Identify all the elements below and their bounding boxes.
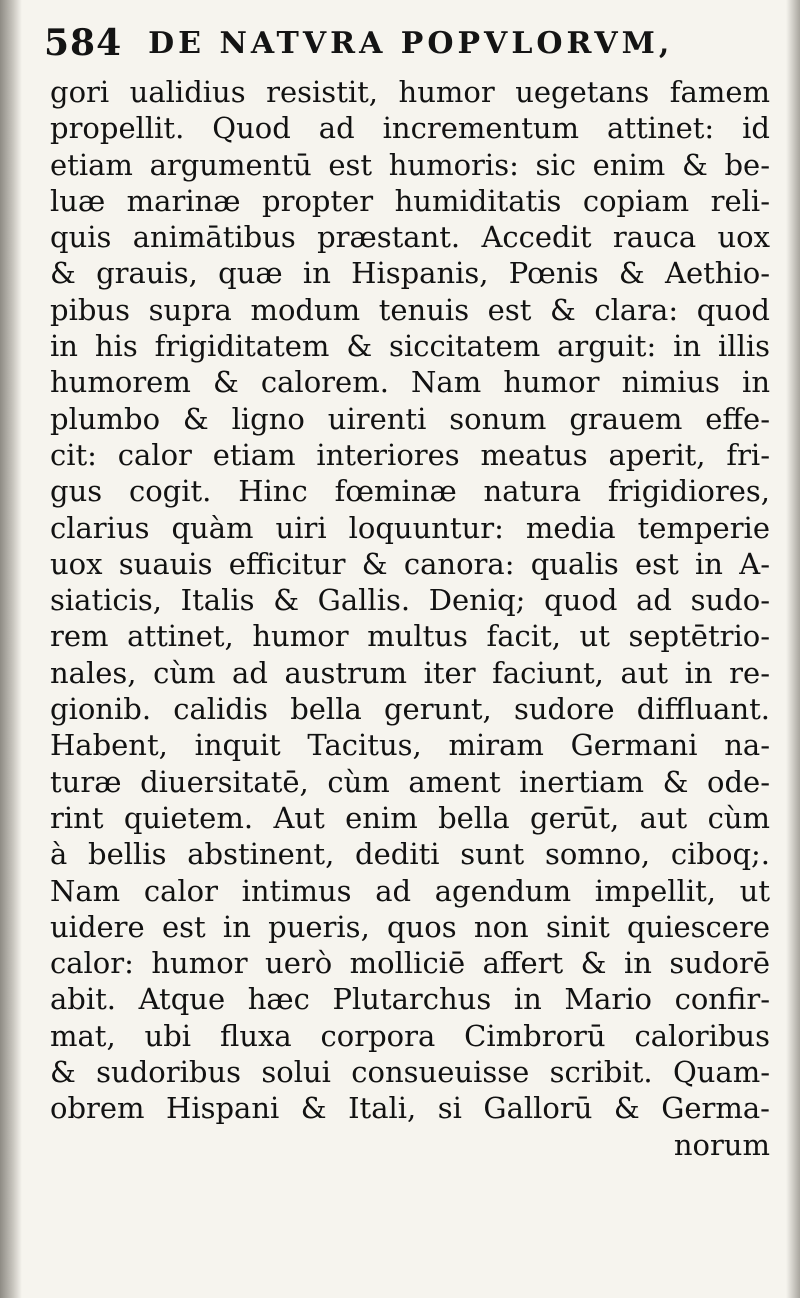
text-line: gus cogit. Hinc fœminæ natura frigidiores, <box>50 474 770 509</box>
body-text <box>50 74 770 1163</box>
text-line: cit: calor etiam interiores meatus aperit, fri- <box>50 437 770 472</box>
text-line: humorem & calorem. Nam humor nimius in <box>50 365 770 400</box>
text-line: Nam calor intimus ad agendum impellit, ut <box>50 873 770 908</box>
text-line: quis animātibus præstant. Accedit rauca uox <box>50 220 770 255</box>
text-line: & grauis, quæ in Hispanis, Pœnis & Aethio- <box>50 256 770 291</box>
text-line: abit. Atque hæc Plutarchus in Mario confir- <box>50 982 770 1017</box>
text-line: uidere est in pueris, quos non sinit quiescere <box>50 909 770 944</box>
text-line: propellit. Quod ad incrementum attinet: id <box>50 111 770 146</box>
text-line: mat, ubi fluxa corpora Cimbrorū caloribus <box>50 1018 770 1053</box>
text-line: à bellis abstinent, dediti sunt somno, ciboq;. <box>50 837 770 872</box>
text-line: plumbo & ligno uirenti sonum grauem effe- <box>50 401 770 436</box>
text-line: etiam argumentū est humoris: sic enim & be- <box>50 147 770 182</box>
text-line: & sudoribus solui consueuisse scribit. Quam- <box>50 1055 770 1090</box>
running-head: DE NATVRA POPVLORVM, <box>148 25 674 61</box>
page-number: 584 <box>44 22 123 64</box>
text-line: Habent, inquit Tacitus, miram Germani na- <box>50 728 770 763</box>
text-line: pibus supra modum tenuis est & clara: quod <box>50 292 770 327</box>
text-line: obrem Hispani & Itali, si Gallorū & Germa- <box>50 1091 770 1126</box>
text-line: nales, cùm ad austrum iter faciunt, aut in re- <box>50 655 770 690</box>
text-line: siaticis, Italis & Gallis. Deniq; quod ad sudo- <box>50 583 770 618</box>
text-line: luæ marinæ propter humiditatis copiam reli- <box>50 183 770 218</box>
text-line: clarius quàm uiri loquuntur: media temperie <box>50 510 770 545</box>
text-line: turæ diuersitatē, cùm ament inertiam & ode- <box>50 764 770 799</box>
text-line: gori ualidius resistit, humor uegetans famem <box>50 75 770 109</box>
text-line: rem attinet, humor multus facit, ut septētrio- <box>50 619 770 654</box>
text-line: in his frigiditatem & siccitatem arguit: in illis <box>50 329 770 364</box>
text-line: uox suauis efficitur & canora: qualis est in A- <box>50 546 770 581</box>
text-line: rint quietem. Aut enim bella gerūt, aut cùm <box>50 800 770 835</box>
text-line: calor: humor uerò molliciē affert & in sudorē <box>50 946 770 981</box>
page-header <box>44 18 764 68</box>
catchword: norum <box>673 1127 770 1162</box>
text-line: gionib. calidis bella gerunt, sudore diffluant. <box>50 692 770 727</box>
